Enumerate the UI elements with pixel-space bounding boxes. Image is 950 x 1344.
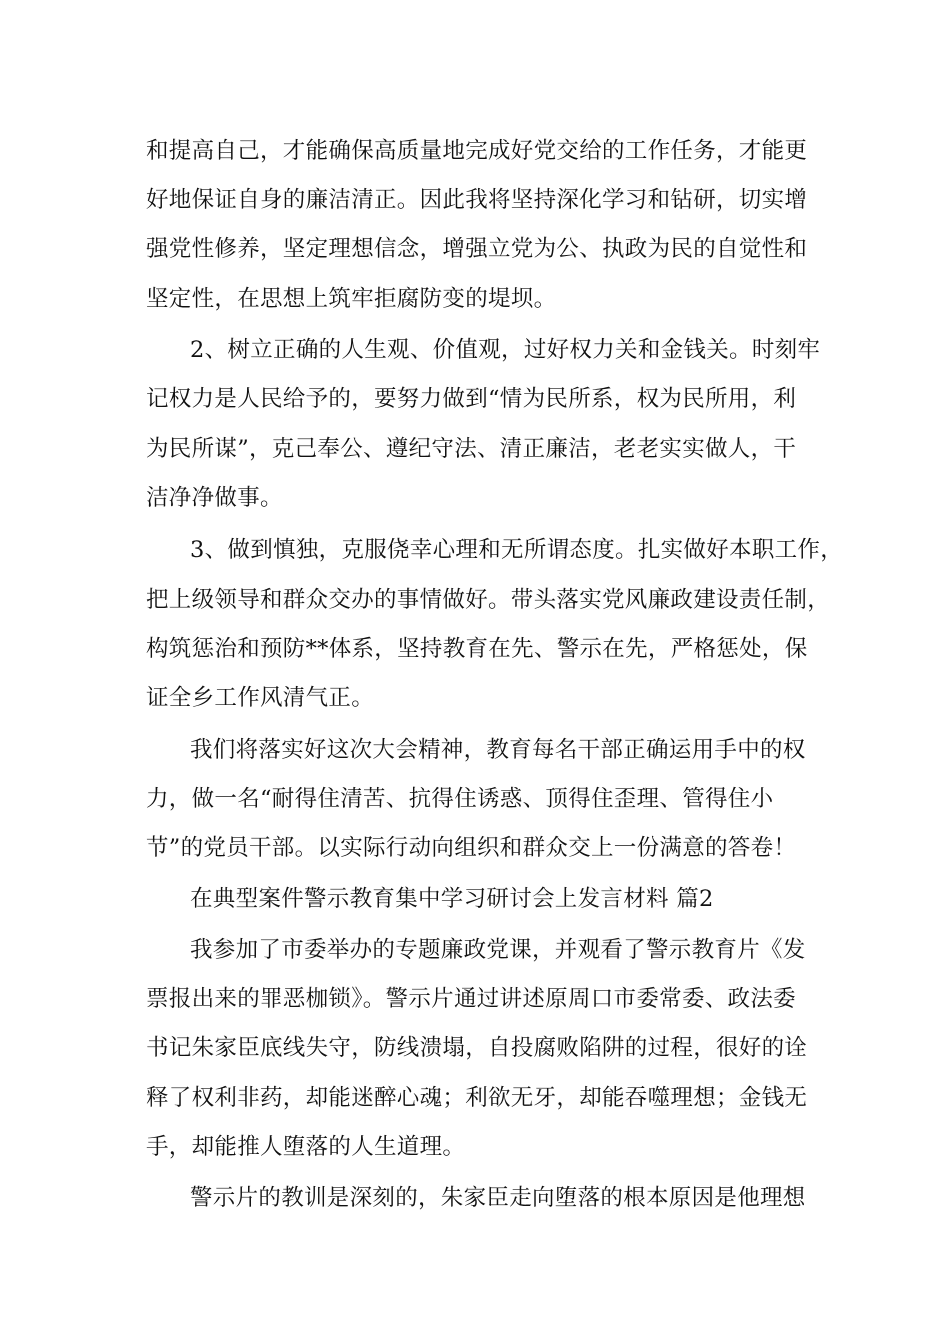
text-line: 为民所谋”，克己奉公、遵纪守法、清正廉洁，老老实实做人，干 bbox=[146, 436, 797, 462]
text-line: 记权力是人民给予的，要努力做到“情为民所系，权为民所用，利 bbox=[146, 386, 797, 412]
text-line: 构筑惩治和预防**体系，坚持教育在先、警示在先，严格惩处，保 bbox=[146, 636, 808, 662]
text-line: 我们将落实好这次大会精神，教育每名干部正确运用手中的权 bbox=[190, 737, 806, 763]
text-line: 手，却能推人堕落的人生道理。 bbox=[146, 1134, 466, 1160]
text-line: 和提高自己，才能确保高质量地完成好党交给的工作任务，才能更 bbox=[146, 138, 808, 164]
text-line: 洁净净做事。 bbox=[146, 485, 283, 511]
text-line: 把上级领导和群众交办的事情做好。带头落实党风廉政建设责任制， bbox=[146, 587, 831, 613]
text-line: 2、树立正确的人生观、价值观，过好权力关和金钱关。时刻牢 bbox=[190, 337, 821, 363]
text-line: 好地保证自身的廉洁清正。因此我将坚持深化学习和钻研，切实增 bbox=[146, 187, 808, 213]
text-line: 强党性修养，坚定理想信念，增强立党为公、执政为民的自觉性和 bbox=[146, 236, 808, 262]
text-line: 票报出来的罪恶枷锁》。警示片通过讲述原周口市委常委、政法委 bbox=[146, 986, 796, 1012]
text-line: 我参加了市委举办的专题廉政党课，并观看了警示教育片《发 bbox=[190, 937, 806, 963]
section-heading: 在典型案件警示教育集中学习研讨会上发言材料 篇2 bbox=[190, 886, 714, 912]
text-line: 3、做到慎独，克服侥幸心理和无所谓态度。扎实做好本职工作， bbox=[190, 537, 844, 563]
text-line: 书记朱家臣底线失守，防线溃塌，自投腐败陷阱的过程，很好的诠 bbox=[146, 1035, 808, 1061]
text-line: 警示片的教训是深刻的，朱家臣走向堕落的根本原因是他理想 bbox=[190, 1185, 806, 1211]
text-line: 节”的党员干部。以实际行动向组织和群众交上一份满意的答卷！ bbox=[146, 835, 797, 861]
text-line: 力，做一名“耐得住清苦、抗得住诱惑、顶得住歪理、管得住小 bbox=[146, 786, 774, 812]
text-line: 坚定性，在思想上筑牢拒腐防变的堤坝。 bbox=[146, 286, 557, 312]
text-line: 证全乡工作风清气正。 bbox=[146, 685, 375, 711]
text-line: 释了权利非药，却能迷醉心魂；利欲无牙，却能吞噬理想；金钱无 bbox=[146, 1085, 808, 1111]
